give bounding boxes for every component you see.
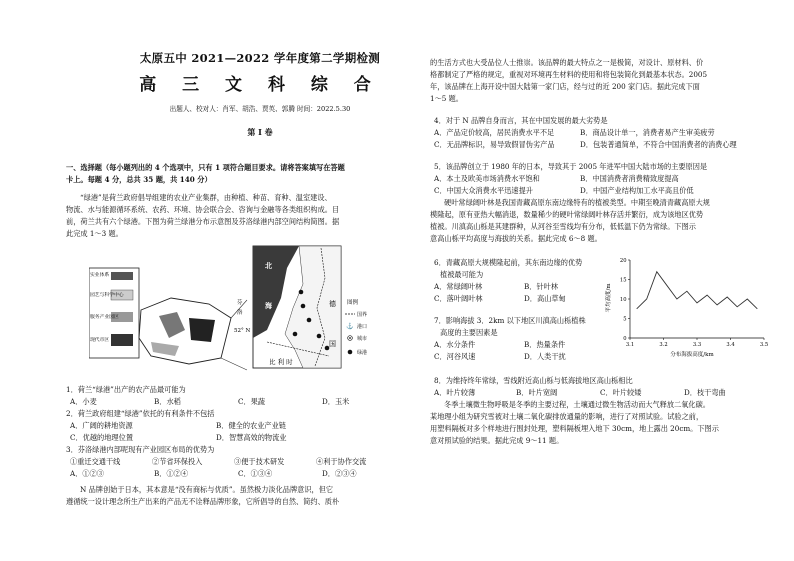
q7-stem-2: 高度的主要因素是 bbox=[440, 328, 498, 337]
q5-option-a[interactable]: A．本土及欧美市场消费水平饱和 bbox=[434, 174, 540, 183]
map-label-luo: 洛 bbox=[237, 310, 243, 316]
q8-option-a[interactable]: A．叶片较薄 bbox=[434, 388, 476, 397]
passage2-line: 1～5 题。 bbox=[430, 94, 463, 103]
passage-line: 此完成 1～3 题。 bbox=[66, 229, 123, 238]
passage4-line: 意对照试验的结果。据此完成 9～11 题。 bbox=[430, 436, 564, 445]
x-tick-label: 3.2 bbox=[659, 342, 668, 348]
y-tick-label: 15 bbox=[619, 277, 627, 284]
q6-stem: 6．青藏高原大规模隆起前，其东南边缘的优势 bbox=[434, 258, 583, 267]
section-heading-2: 卡上。每题 4 分，总共 35 题，共 140 分） bbox=[66, 175, 212, 184]
greenport-marker bbox=[307, 318, 312, 323]
q5-option-d[interactable]: D．中国产业结构加工水平高且价低 bbox=[580, 186, 694, 195]
volume-label: 第 I 卷 bbox=[247, 127, 273, 137]
q7-option-d[interactable]: D．人类干扰 bbox=[524, 352, 566, 361]
q6-option-b[interactable]: B．针叶林 bbox=[524, 282, 559, 291]
q7-option-a[interactable]: A．水分条件 bbox=[434, 340, 476, 349]
q4-stem: 4．对于 N 品牌自身而言，其在中国发展的最大劣势是 bbox=[434, 116, 608, 125]
greenport-marker bbox=[317, 334, 322, 339]
inset-label: 服务产业园区 bbox=[90, 315, 119, 320]
q3-item-1: ①重迁交通干线 bbox=[70, 457, 121, 466]
legend-title: 图例 bbox=[347, 300, 359, 306]
y-tick-label: 0 bbox=[623, 335, 627, 342]
greenport-icon bbox=[348, 350, 353, 355]
q4-option-d[interactable]: D．包装普通简单，不符合中国消费者的消费心理 bbox=[580, 140, 737, 149]
q7-stem: 7．影响海拔 3．2km 以下地区川滇高山栎植株 bbox=[434, 316, 586, 325]
map-label-belgium: 比 利 时 bbox=[269, 358, 293, 366]
venlo-zone bbox=[189, 318, 215, 342]
q3-item-3: ③便于技术研发 bbox=[234, 457, 285, 466]
greenport-marker bbox=[301, 304, 306, 309]
q2-option-c[interactable]: C．优越的地理位置 bbox=[70, 433, 134, 442]
q7-option-b[interactable]: B．热量条件 bbox=[524, 340, 566, 349]
q3-item-4: ④利于协作交流 bbox=[316, 457, 367, 466]
map-label-sea-a: 北 bbox=[265, 261, 272, 270]
x-axis-label: 分布海拔高度/km bbox=[670, 352, 714, 358]
q6-option-a[interactable]: A．常绿阔叶林 bbox=[434, 282, 483, 291]
q2-option-d[interactable]: D．智慧高效的物流业 bbox=[216, 433, 287, 442]
q6-option-d[interactable]: D．高山草甸 bbox=[524, 294, 566, 303]
inset-label: 园艺与科学中心 bbox=[90, 293, 124, 298]
q1-option-c[interactable]: C．果蔬 bbox=[238, 397, 266, 406]
q6-stem-2: 植被最可能为 bbox=[440, 270, 484, 279]
q1-stem: 1．荷兰“绿港”出产的农产品最可能为 bbox=[66, 385, 186, 394]
latitude-label: 52° N bbox=[234, 328, 251, 334]
q8-option-b[interactable]: B．叶片宽阔 bbox=[516, 388, 558, 397]
inset-block bbox=[111, 272, 133, 280]
q8-stem: 8．为维持终年常绿，雪线附近高山栎与低海拔地区高山栎相比 bbox=[434, 376, 633, 385]
q3-stem: 3．芬洛绿港内部呢现有产业园区布局的优势为 bbox=[66, 445, 215, 454]
q4-option-a[interactable]: A．产品定价较高，居民消费水平不足 bbox=[434, 128, 555, 137]
passage4-line: 用塑料隔板对多个样地进行围封处理，塑料隔板埋入地下 30cm，地上露出 20cm。下图示 bbox=[430, 424, 719, 433]
x-tick-label: 3.1 bbox=[625, 342, 635, 348]
passage2-line: 年，该品牌在上海开设中国大陆第一家门店，经与过的近 200 家门店。据此完成下面 bbox=[430, 82, 700, 91]
passage3-line: 硬叶常绿阔叶林是我国青藏高原东南边缘特有的植被类型。中期至晚清青藏高原大规 bbox=[444, 198, 710, 207]
exam-title: 太原五中 2021—2022 学年度第二学期检测 bbox=[139, 51, 381, 65]
q3-option-c[interactable]: C．①③④ bbox=[238, 469, 273, 478]
venlo-area bbox=[139, 298, 231, 364]
city-icon-dot bbox=[349, 337, 351, 339]
q1-option-a[interactable]: A．小麦 bbox=[70, 397, 97, 406]
greenport-marker bbox=[293, 332, 298, 337]
q8-option-d[interactable]: D．枝干弯曲 bbox=[684, 388, 726, 397]
oak-height-chart bbox=[604, 254, 772, 358]
passage-line: “绿港”是荷兰政府倡导组建的农业产业集群，由种植、种苗、育种、温室建设、 bbox=[80, 193, 332, 202]
x-tick-label: 3.4 bbox=[726, 342, 735, 348]
passage2-line: 遵循统一设计理念所生产出来的产品无不诠释品牌形象，它所倡导的自然、简约、质朴 bbox=[66, 497, 340, 506]
legend-border: 国界 bbox=[357, 312, 368, 318]
subject-title: 高 三 文 科 综 合 bbox=[139, 75, 381, 95]
y-tick-label: 20 bbox=[619, 257, 627, 264]
q5-stem: 5．该品牌创立于 1980 年的日本，导致其于 2005 年进军中国大陆市场的主要原因是 bbox=[434, 162, 708, 171]
passage2-line: N 品牌创始于日本，其本意是“没有商标与优质”。虽然极力淡化品牌意识，但它 bbox=[80, 485, 334, 494]
inset-label: 现代市区 bbox=[90, 338, 110, 343]
passage4-line: 某地理小组为研究雪被对土壤二氧化碳排放通量的影响，进行了对照试验。试验之前， bbox=[430, 412, 704, 421]
q2-option-a[interactable]: A．广阔的耕地资源 bbox=[70, 421, 133, 430]
x-tick-label: 3.5 bbox=[759, 342, 769, 348]
q5-option-b[interactable]: B．中国消费者消费精致度提高 bbox=[580, 174, 679, 183]
q1-option-b[interactable]: B．水稻 bbox=[154, 397, 181, 406]
legend-port: 港口 bbox=[357, 324, 368, 330]
anchor-icon: ⚓ bbox=[346, 323, 354, 330]
passage4-line: 冬季土壤微生物呼吸是冬季的主要过程，土壤通过微生物活动而大气释放二氧化碳。 bbox=[444, 400, 710, 409]
q1-option-d[interactable]: D．玉米 bbox=[322, 397, 350, 406]
legend-city: 城市 bbox=[357, 336, 368, 342]
passage2-line: 的生活方式也大受品位人士推崇。该品牌的最大特点之一是极简，对设计、原材料、价 bbox=[430, 58, 704, 67]
y-tick-label: 5 bbox=[623, 316, 627, 323]
authors-line: 出题人、校对人：肖军、胡浩、贾英、郭腾 时间：2022.5.30 bbox=[169, 105, 351, 113]
legend-greenport: 绿港 bbox=[357, 350, 368, 356]
netherlands-greenport-map bbox=[89, 238, 379, 376]
chart-axes bbox=[630, 260, 764, 338]
section-heading: 一、选择题（每小题列出的 4 个选项中，只有 1 项符合题目要求。请将答案填写在答题 bbox=[66, 163, 345, 172]
y-axis-label: 平均高度/m bbox=[606, 283, 612, 313]
passage-line: 前，荷兰共有六个绿港。下图为荷兰绿港分布示意图及芬洛绿港内部空间结构简图。据 bbox=[66, 217, 340, 226]
map-label-germany-b: 国 bbox=[329, 340, 336, 348]
map-label-germany-a: 德 bbox=[329, 300, 336, 308]
inset-block bbox=[111, 334, 133, 346]
map-label-fen: 芬 bbox=[237, 300, 243, 306]
q4-option-b[interactable]: B．商品设计单一，消费者易产生审美疲劳 bbox=[580, 128, 715, 137]
q2-option-b[interactable]: B．健全的农业产业链 bbox=[216, 421, 286, 430]
passage3-line: 植被。川滇高山栎是其建群种，从河谷至雪线均有分布，低低温下仍为常绿。下图示 bbox=[430, 222, 696, 231]
q3-item-2: ②节省环保投入 bbox=[152, 457, 203, 466]
map-label-sea-b: 海 bbox=[265, 301, 272, 310]
y-tick-label: 10 bbox=[619, 296, 627, 303]
q8-option-c[interactable]: C．叶片较矮 bbox=[600, 388, 642, 397]
series-line bbox=[637, 272, 758, 309]
passage3-line: 模隆起，原有亚热大幅消退，数量稀少的硬叶常绿阔叶林存活并繁衍，成为该地区优势 bbox=[430, 210, 704, 219]
q3-option-b[interactable]: B．①②④ bbox=[154, 469, 189, 478]
passage2-line: 格都制定了严格的规定，重视对环境再生材料的使用和将包装简化到最基本状态。2005 bbox=[430, 70, 708, 79]
q3-option-a[interactable]: A．①②③ bbox=[70, 469, 104, 478]
q7-option-c[interactable]: C．河谷风速 bbox=[434, 352, 476, 361]
x-tick-label: 3.3 bbox=[692, 342, 702, 348]
passage-line: 物流、水与能源循环系统、农药、环境、协会联合会、咨询与金融等各类组织构成。目 bbox=[66, 205, 340, 214]
q5-option-c[interactable]: C．中国大众消费水平迅速提升 bbox=[434, 186, 533, 195]
q4-option-c[interactable]: C．无品牌标识，易导致假冒伪劣产品 bbox=[434, 140, 555, 149]
inset-label: 实业体系 bbox=[90, 273, 110, 278]
q2-stem: 2．荷兰政府组建“绿港”依托的有利条件不包括 bbox=[66, 409, 215, 418]
q6-option-c[interactable]: C．落叶阔叶林 bbox=[434, 294, 483, 303]
greenport-marker bbox=[299, 290, 304, 295]
q3-option-d[interactable]: D．②③④ bbox=[322, 469, 357, 478]
passage3-line: 意高山栎平均高度与海拔的关系。据此完成 6～8 题。 bbox=[430, 234, 602, 243]
